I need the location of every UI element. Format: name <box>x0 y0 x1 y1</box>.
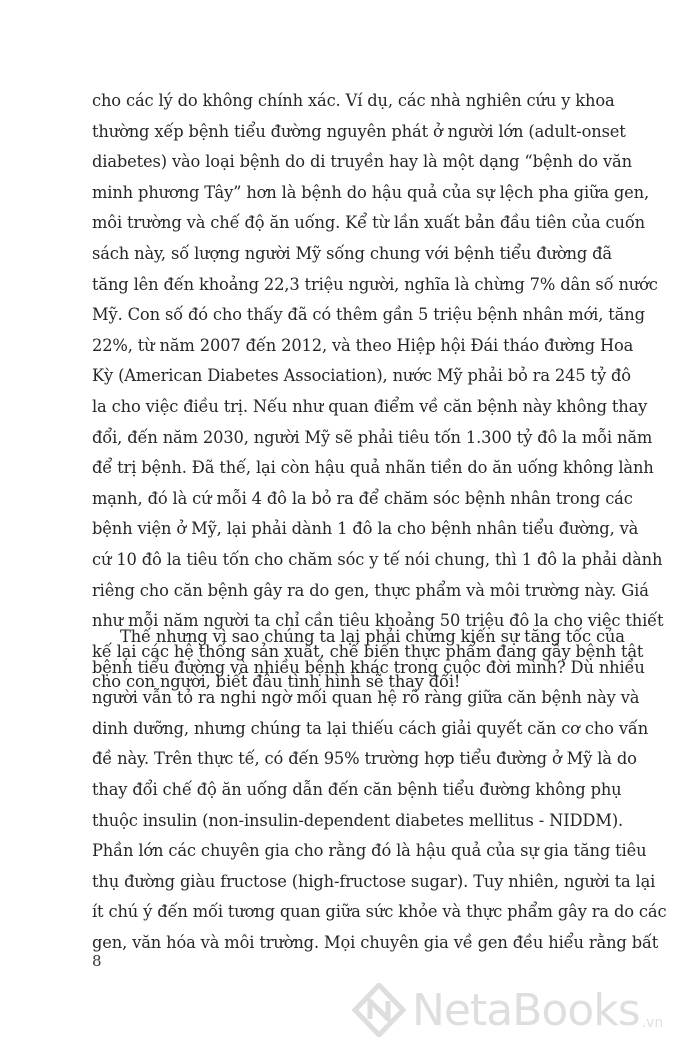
text-line: Mỹ. Con số đó cho thấy đã có thêm gần 5 triệu bệnh nhân mới, tăng <box>92 305 645 325</box>
text-line: cho con người, biết đâu tình hình sẽ thay đổi! <box>92 672 461 692</box>
text-line: sách này, số lượng người Mỹ sống chung với bệnh tiểu đường đã <box>92 243 612 263</box>
text-line: thường xếp bệnh tiểu đường nguyên phát ở người lớn (adult-onset <box>92 121 626 141</box>
text-line: để trị bệnh. Đã thế, lại còn hậu quả nhãn tiền do ăn uống không lành <box>92 458 654 478</box>
text-line: đề này. Trên thực tế, có đến 95% trường hợp tiểu đường ở Mỹ là do <box>92 749 637 769</box>
text-line: bệnh tiểu đường và nhiều bệnh khác trong cuộc đời mình? Dù nhiều <box>92 657 645 677</box>
text-line: la cho việc điều trị. Nếu như quan điểm về căn bệnh này không thay <box>92 396 648 416</box>
paragraph-2 <box>92 622 667 959</box>
text-line: mạnh, đó là cứ mỗi 4 đô la bỏ ra để chăm sóc bệnh nhân trong các <box>92 488 633 508</box>
text-line: thuộc insulin (non-insulin-dependent diabetes mellitus - NIDDM). <box>92 810 624 830</box>
text-line: 22%, từ năm 2007 đến 2012, và theo Hiệp hội Đái tháo đường Hoa <box>92 335 634 355</box>
text-line: cho các lý do không chính xác. Ví dụ, các nhà nghiên cứu y khoa <box>92 91 615 110</box>
watermark-suffix: .vn <box>641 1015 664 1031</box>
text-line: cứ 10 đô la tiêu tốn cho chăm sóc y tế nói chung, thì 1 đô la phải dành <box>92 549 663 569</box>
text-line: người vẫn tỏ ra nghi ngờ mối quan hệ rõ ràng giữa căn bệnh này và <box>92 688 640 708</box>
text-line: như mỗi năm người ta chỉ cần tiêu khoảng 50 triệu đô la cho việc thiết <box>92 611 664 631</box>
text-line: dinh dưỡng, nhưng chúng ta lại thiếu cách giải quyết căn cơ cho vấn <box>92 718 649 738</box>
text-line: bệnh viện ở Mỹ, lại phải dành 1 đô la cho bệnh nhân tiểu đường, và <box>92 519 639 539</box>
text-line: thụ đường giàu fructose (high-fructose sugar). Tuy nhiên, người ta lại <box>92 871 656 891</box>
watermark <box>352 975 700 1045</box>
text-line: riêng cho căn bệnh gây ra do gen, thực phẩm và môi trường này. Giá <box>92 580 649 600</box>
text-line: ít chú ý đến mối tương quan giữa sức khỏe và thực phẩm gây ra do các <box>92 902 667 922</box>
text-line: Phần lớn các chuyên gia cho rằng đó là hậu quả của sự gia tăng tiêu <box>92 841 647 861</box>
text-line: minh phương Tây” hơn là bệnh do hậu quả của sự lệch pha giữa gen, <box>92 182 650 202</box>
text-line: Kỳ (American Diabetes Association), nước Mỹ phải bỏ ra 245 tỷ đô <box>92 366 631 386</box>
netabooks-logo-icon <box>352 983 406 1037</box>
watermark-brand: NetaBooks <box>412 984 640 1036</box>
text-line: kế lại các hệ thống sản xuất, chế biến thực phẩm đang gây bệnh tật <box>92 641 644 661</box>
text-line: diabetes) vào loại bệnh do di truyền hay là một dạng “bệnh do văn <box>92 152 632 172</box>
text-line: gen, văn hóa và môi trường. Mọi chuyên gia về gen đều hiểu rằng bất <box>92 932 659 952</box>
text-line: thay đổi chế độ ăn uống dẫn đến căn bệnh tiểu đường không phụ <box>92 779 622 799</box>
text-line: tăng lên đến khoảng 22,3 triệu người, nghĩa là chừng 7% dân số nước <box>92 274 658 294</box>
text-line: Thế nhưng vì sao chúng ta lại phải chứng kiến sự tăng tốc của <box>120 627 625 646</box>
text-line: đổi, đến năm 2030, người Mỹ sẽ phải tiêu tốn 1.300 tỷ đô la mỗi năm <box>92 427 653 447</box>
page-number: 8 <box>92 952 102 970</box>
text-line: môi trường và chế độ ăn uống. Kể từ lần xuất bản đầu tiên của cuốn <box>92 213 645 233</box>
